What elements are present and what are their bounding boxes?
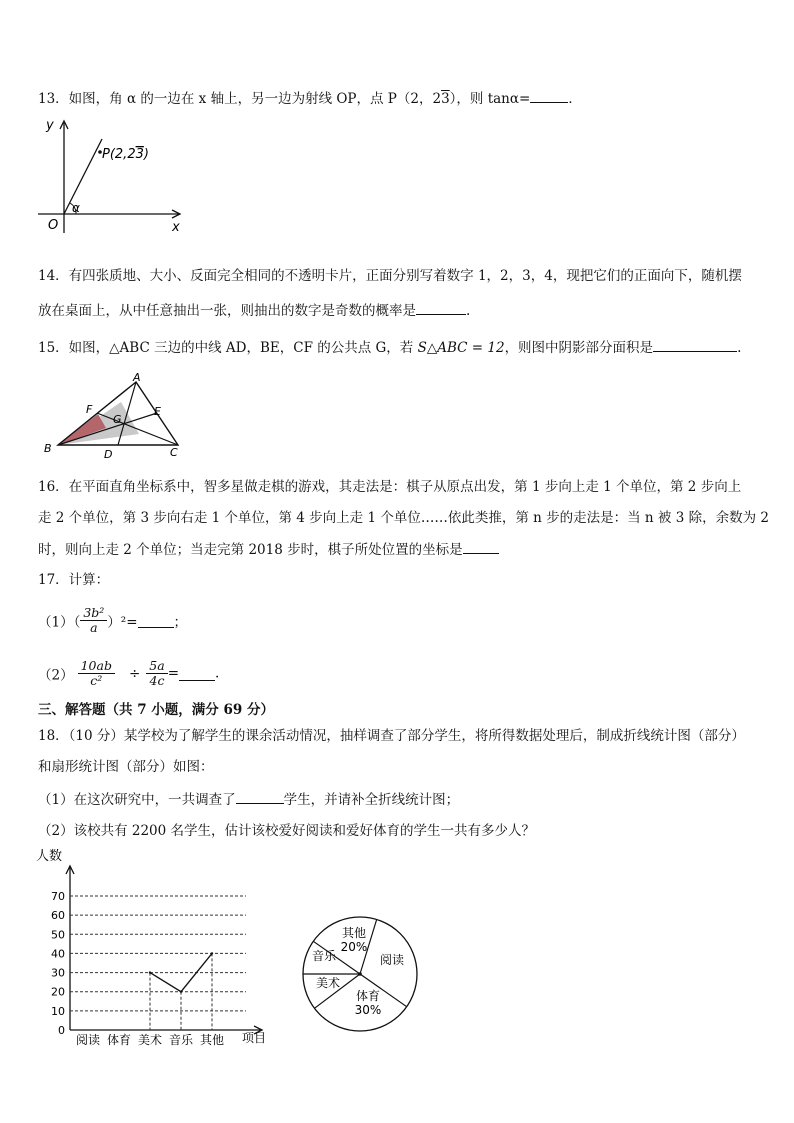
pie-center (358, 972, 362, 976)
q13-text: 13．如图，角 α 的一边在 x 轴上，另一边为射线 OP，点 P（2，23），则 tanα= ． (38, 88, 582, 109)
line-chart (30, 846, 280, 1046)
slice-value-label: 30% (354, 1003, 382, 1017)
slice-value-label: 20% (340, 940, 368, 954)
answer-blank[interactable] (530, 88, 568, 103)
label-d: D (104, 448, 113, 461)
fraction-2a: $\frac{10ab}{\text{c²}}$ (78, 659, 115, 688)
y-label: y (46, 118, 54, 133)
q17-part2: （2） $\frac{10ab}{\text{c²}}$ ÷ $\frac{5a}{4c}$ = . (38, 658, 220, 688)
fraction-1: $\frac{\text{3b²}}{a}$ (80, 606, 107, 635)
y-axis-title: 人数 (36, 849, 63, 864)
slice-label: 其他 (341, 926, 367, 940)
slice-label: 阅读 (379, 953, 405, 967)
answer-blank[interactable] (138, 613, 174, 628)
q14-line1: 14．有四张质地、大小、反面完全相同的不透明卡片，正面分别写着数字 1，2，3，4，现把它们的正面向下，随机摆 (38, 268, 742, 284)
slice-label: 体育 (355, 989, 381, 1003)
q13-figure (30, 115, 200, 240)
x-tick-label: 美术 (137, 1033, 163, 1046)
q18-sub2: （2）该校共有 2200 名学生，估计该校爱好阅读和爱好体育的学生一共有多少人？ (38, 823, 536, 839)
q16-line2: 走 2 个单位，第 3 步向右走 1 个单位，第 4 步向上走 1 个单位……依此类推，第 n 步的走法是：当 n 被 3 除，余数为 2 (38, 510, 769, 526)
q17-title: 17．计算： (38, 572, 110, 588)
origin-label: O (48, 218, 59, 233)
point-p-label: P(2,23) (102, 147, 149, 162)
area-expression: S△ABC = 12 (417, 340, 505, 356)
y-tick-label: 70 (51, 890, 65, 903)
q15-figure (38, 372, 188, 462)
label-a: A (133, 372, 141, 384)
q18-sub1: （1）在这次研究中，一共调查了 学生，并请补全折线统计图； (38, 789, 459, 810)
answer-blank[interactable] (236, 789, 284, 804)
label-e: E (154, 405, 161, 418)
answer-blank[interactable] (463, 539, 499, 554)
x-tick-label: 其他 (199, 1033, 225, 1046)
x-tick-label: 音乐 (168, 1033, 194, 1046)
section-3-heading: 三、解答题（共 7 小题，满分 69 分） (38, 702, 274, 718)
x-tick-label: 体育 (106, 1033, 132, 1046)
x-tick-label: 阅读 (75, 1033, 101, 1046)
y-tick-label: 20 (51, 985, 65, 999)
q17-part1: （1）（ $\frac{\text{3b²}}{a}$ ）²= ； (38, 605, 188, 635)
q16-line1: 16．在平面直角坐标系中，智多星做走棋的游戏，其走法是：棋子从原点出发，第 1 步向上走 1 个单位，第 2 步向上 (38, 479, 742, 495)
y-tick-label: 40 (51, 947, 65, 961)
x-axis-title: 项目 (242, 1031, 267, 1045)
alpha-label: α (72, 201, 80, 215)
q15-text: 15．如图，△ABC 三边的中线 AD，BE，CF 的公共点 G，若 S△ABC = 12，则图中阴影部分面积是 . (38, 337, 741, 358)
q18-line1: 18．（10 分）某学校为了解学生的课余活动情况，抽样调查了部分学生，将所得数据处理后，制成折线统计图（部分） (38, 728, 745, 744)
y-tick-label: 10 (51, 1004, 65, 1018)
answer-blank[interactable] (416, 300, 466, 315)
label-c: C (170, 446, 178, 459)
y-tick-label: 30 (51, 966, 65, 980)
x-label: x (172, 220, 180, 235)
y-tick-label: 0 (58, 1024, 65, 1037)
ray-op (64, 139, 102, 214)
q14-line2: 放在桌面上，从中任意抽出一张，则抽出的数字是奇数的概率是 . (38, 300, 470, 321)
y-tick-label: 60 (51, 909, 65, 923)
answer-blank[interactable] (653, 337, 737, 352)
fraction-2b: $\frac{5a}{4c}$ (146, 659, 167, 688)
q16-line3: 时，则向上走 2 个单位；当走完第 2018 步时，棋子所处位置的坐标是 (38, 539, 499, 560)
answer-blank[interactable] (179, 666, 215, 681)
slice-label: 音乐 (311, 949, 337, 963)
label-b: B (44, 442, 52, 455)
label-f: F (86, 403, 93, 416)
label-g: G (113, 413, 122, 426)
y-tick-label: 50 (51, 928, 65, 942)
pie-chart (296, 912, 426, 1042)
q18-line2: 和扇形统计图（部分）如图： (38, 759, 214, 775)
slice-label: 美术 (315, 976, 341, 990)
